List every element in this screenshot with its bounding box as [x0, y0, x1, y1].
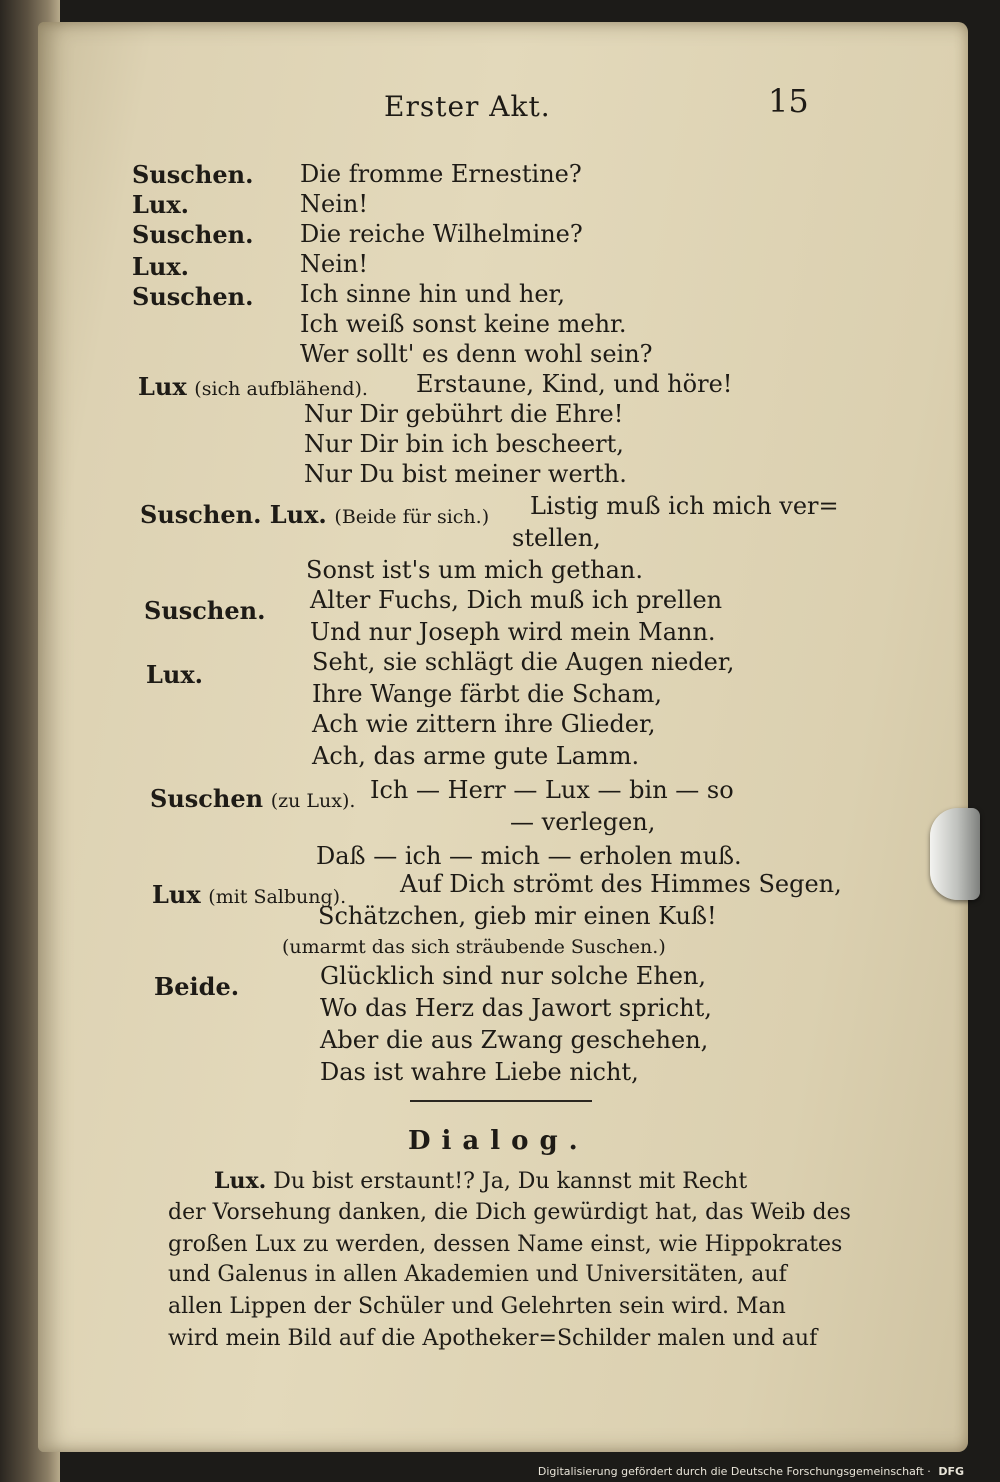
speaker-name: Lux. [214, 1168, 267, 1194]
verse-text: Daß — ich — mich — erholen muß. [316, 842, 742, 870]
verse-text: Alter Fuchs, Dich muß ich prellen [310, 586, 723, 614]
prose-line: allen Lippen der Schüler und Gelehrten sein wird. Man [168, 1294, 786, 1319]
prose-line: wird mein Bild auf die Apotheker=Schilder malen und auf [168, 1326, 818, 1351]
prose-line: der Vorsehung danken, die Dich gewürdigt hat, das Weib des [168, 1200, 851, 1225]
verse-text: Nein! [300, 190, 368, 218]
verse-text: Das ist wahre Liebe nicht, [320, 1058, 639, 1086]
verse-text: Und nur Joseph wird mein Mann. [310, 618, 716, 646]
verse-text: Ihre Wange färbt die Scham, [312, 680, 662, 708]
verse-text: Nur Du bist meiner werth. [304, 460, 627, 488]
verse-line [144, 596, 265, 625]
verse-text: Listig muß ich mich ver= [530, 492, 839, 520]
bleed-through-text [818, 82, 998, 1082]
speaker-name: Suschen [150, 784, 264, 813]
prose-line: und Galenus in allen Akademien und Universitäten, auf [168, 1262, 787, 1287]
speaker-name: Lux. [132, 190, 189, 219]
verse-text: Die fromme Ernestine? [300, 160, 582, 188]
verse-line [146, 660, 203, 689]
speaker-name: Suschen. [132, 160, 254, 189]
stage-direction: (mit Salbung). [208, 886, 347, 908]
page-number: 15 [768, 82, 809, 120]
speaker-name: Suschen. [132, 220, 254, 249]
verse-text: Seht, sie schlägt die Augen nieder, [312, 648, 735, 676]
verse-line [132, 160, 253, 189]
verse-text: Ach, das arme gute Lamm. [312, 742, 640, 770]
verse-text: — verlegen, [510, 808, 656, 836]
verse-text: Schätzchen, gieb mir einen Kuß! [318, 902, 717, 930]
stage-direction: (umarmt das sich sträubende Suschen.) [282, 936, 666, 958]
stage-direction: (sich aufblähend). [194, 378, 368, 400]
digitization-credit: Digitalisierung gefördert durch die Deutsche Forschungsgemeinschaft · DFG [537, 1465, 964, 1478]
verse-text: Wo das Herz das Jawort spricht, [320, 994, 712, 1022]
dialog-heading: Dialog. [408, 1126, 589, 1156]
verse-text: Aber die aus Zwang geschehen, [320, 1026, 709, 1054]
verse-text: Ich sinne hin und her, [300, 280, 565, 308]
speaker-name: Beide. [154, 972, 240, 1001]
verse-line [140, 500, 489, 529]
verse-text: Erstaune, Kind, und höre! [416, 370, 733, 398]
verse-text: Nur Dir gebührt die Ehre! [304, 400, 624, 428]
prose-text: Du bist erstaunt!? Ja, Du kannst mit Recht [273, 1169, 748, 1194]
stage-direction: (zu Lux). [270, 790, 356, 812]
prose-line: großen Lux zu werden, dessen Name einst, wie Hippokrates [168, 1232, 843, 1257]
speaker-name: Suschen. [132, 282, 254, 311]
verse-text: Glücklich sind nur solche Ehen, [320, 962, 707, 990]
verse-text: Wer sollt' es denn wohl sein? [300, 340, 653, 368]
verse-text: Sonst ist's um mich gethan. [306, 556, 643, 584]
credit-text: Digitalisierung gefördert durch die Deutsche Forschungsgemeinschaft [537, 1465, 924, 1478]
verse-line [132, 220, 253, 249]
speaker-name: Lux [138, 372, 187, 401]
verse-line [150, 784, 355, 813]
verse-line [132, 282, 253, 311]
speaker-name: Lux. [132, 252, 189, 281]
verse-line [154, 972, 239, 1001]
section-divider [410, 1100, 592, 1102]
verse-line [138, 372, 368, 401]
page-header-title: Erster Akt. [384, 90, 551, 123]
verse-text: stellen, [512, 524, 601, 552]
verse-line [132, 190, 189, 219]
dfg-logo: DFG [938, 1465, 964, 1478]
verse-text: Nur Dir bin ich bescheert, [304, 430, 624, 458]
verse-line [132, 252, 189, 281]
verse-text: Die reiche Wilhelmine? [300, 220, 583, 248]
page-clip [930, 808, 980, 900]
stage-direction: (Beide für sich.) [334, 506, 490, 528]
verse-text: Ich weiß sonst keine mehr. [300, 310, 627, 338]
verse-text: Nein! [300, 250, 368, 278]
prose-line [214, 1168, 747, 1194]
verse-text: Ich — Herr — Lux — bin — so [370, 776, 734, 804]
verse-text: Auf Dich strömt des Himmes Segen, [400, 870, 842, 898]
speaker-name: Lux. [146, 660, 203, 689]
speaker-name: Lux [152, 880, 201, 909]
speaker-name: Suschen. [144, 596, 266, 625]
speaker-name: Suschen. Lux. [140, 500, 327, 529]
verse-text: Ach wie zittern ihre Glieder, [312, 710, 656, 738]
